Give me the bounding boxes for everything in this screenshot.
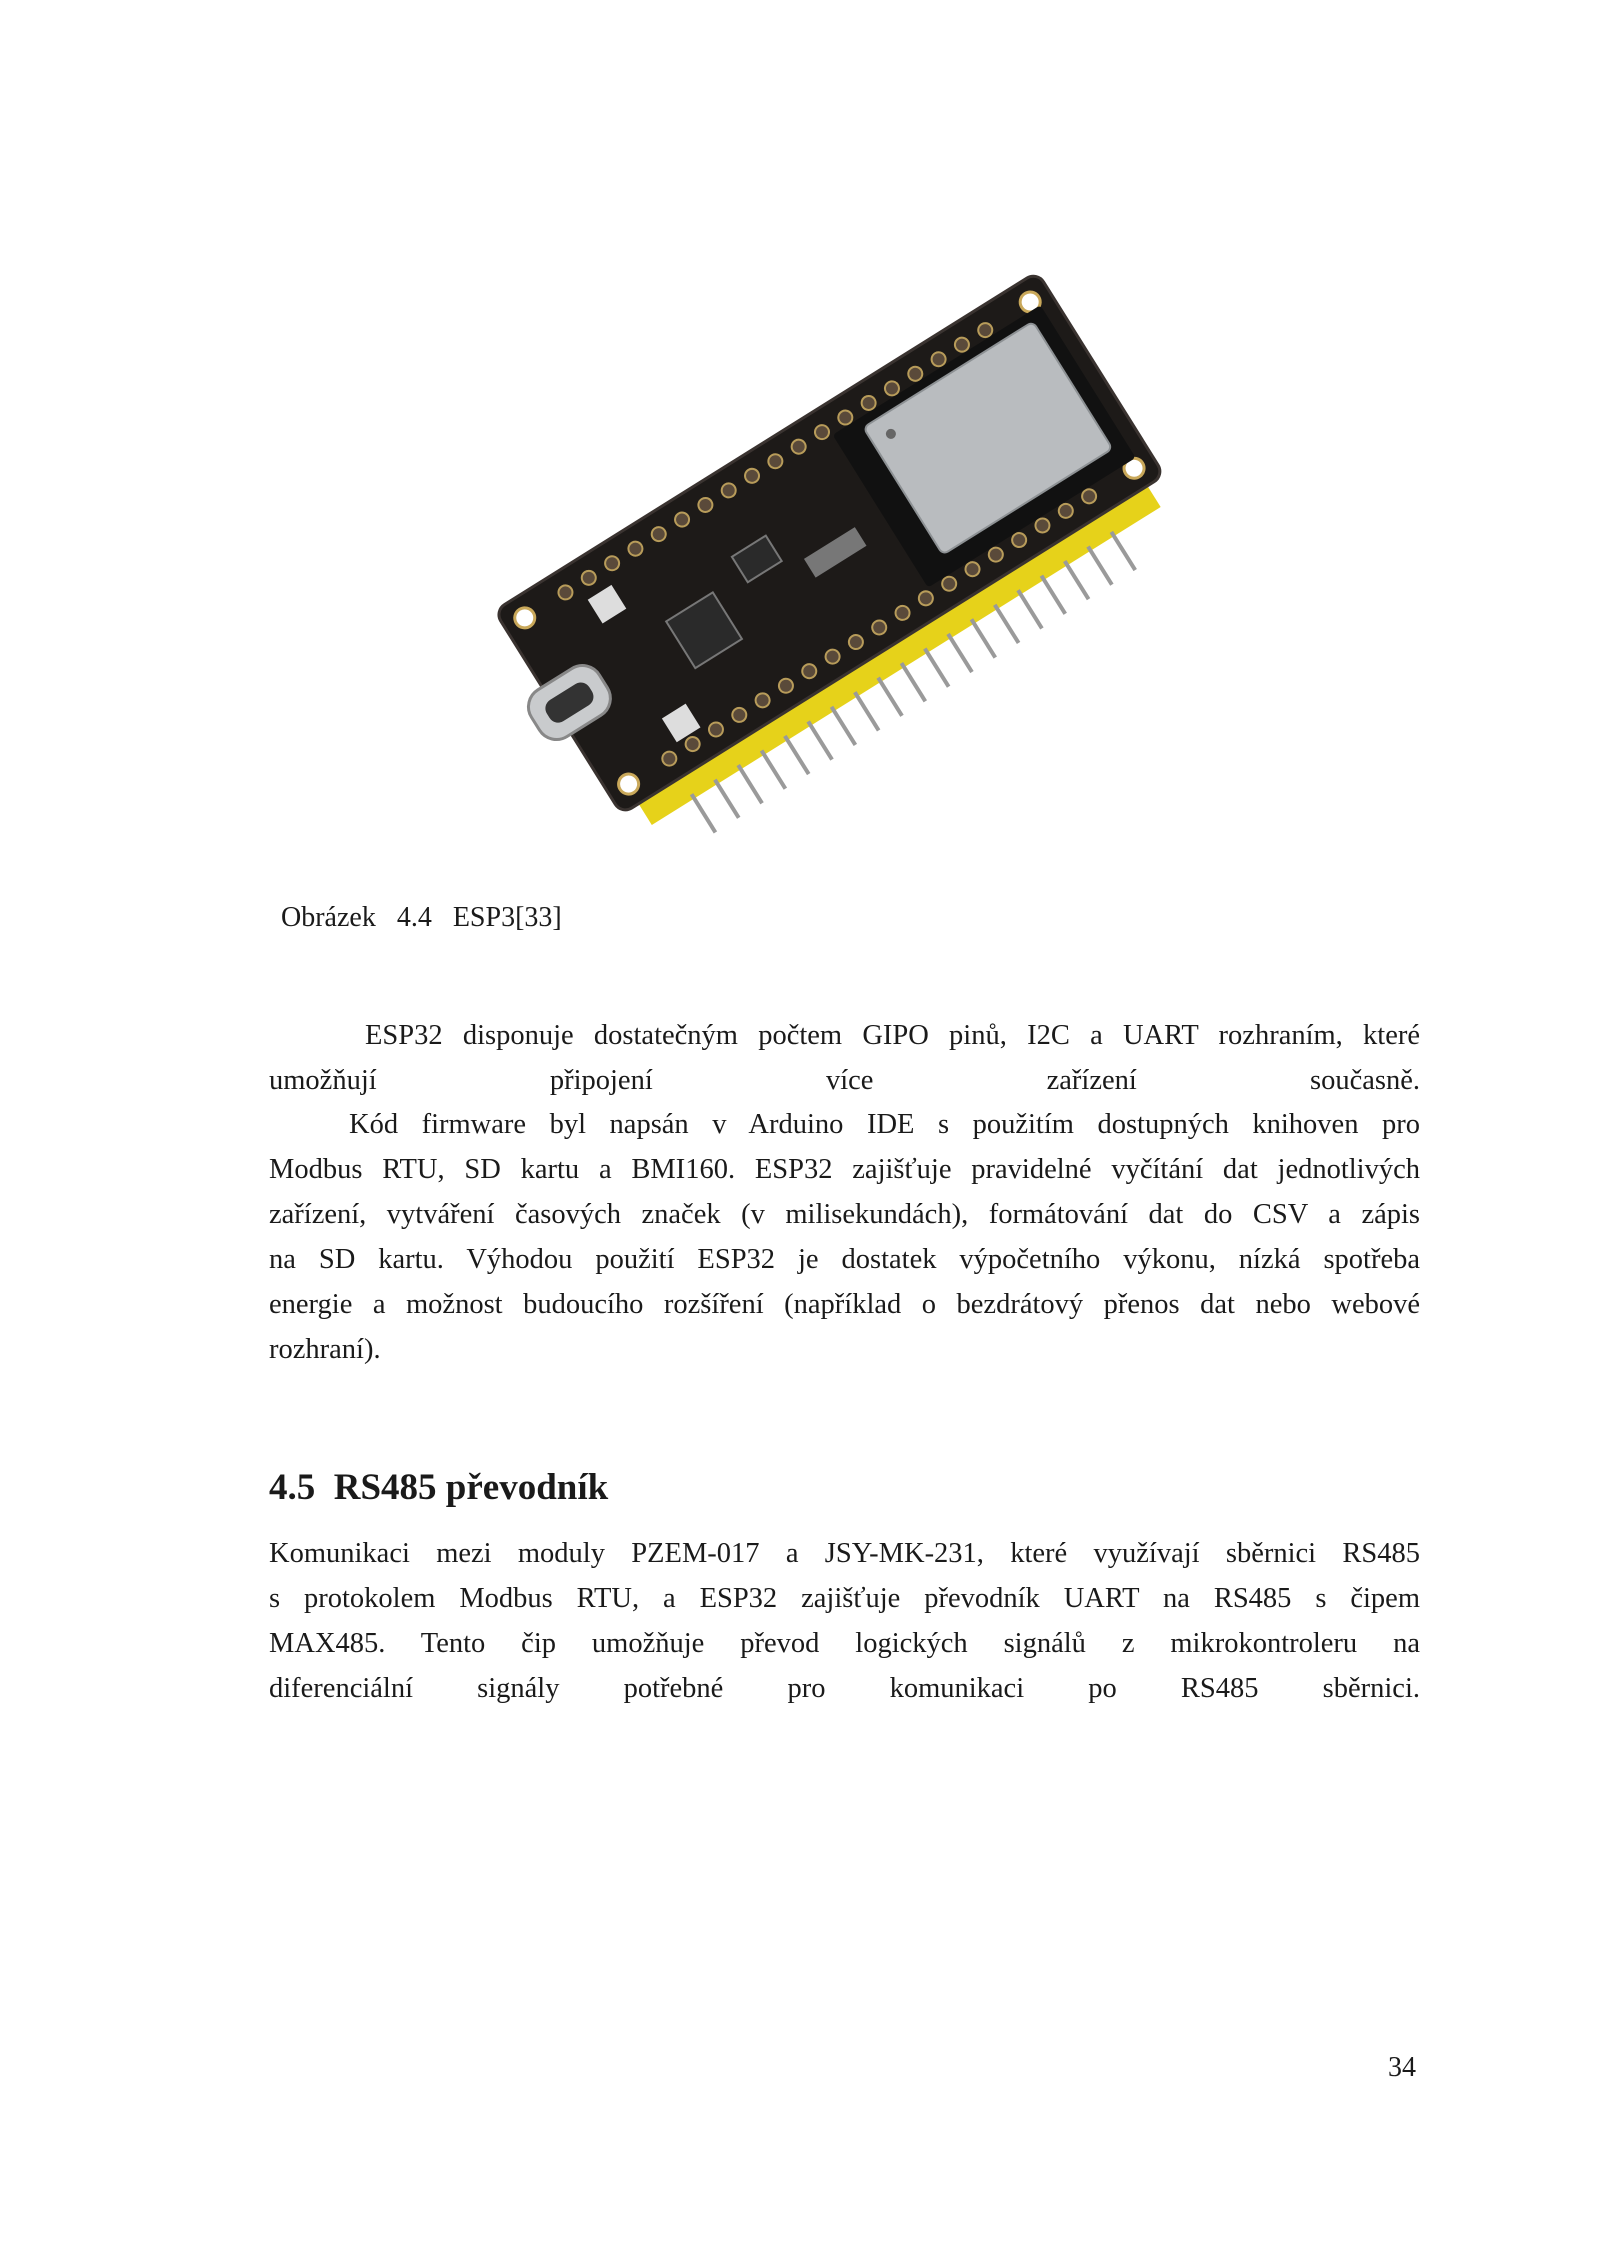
paragraph-firmware [269,1102,1420,1372]
text-line: rozhraní). [269,1334,381,1365]
text-line: umožňují připojení více zařízení současně. [269,1065,1420,1096]
figure-caption: Obrázek 4.4 ESP3[33] [281,902,562,933]
text-line: Komunikaci mezi moduly PZEM-017 a JSY-MK-231, které využívají sběrnici RS485 [269,1538,1420,1569]
text-line: zařízení, vytváření časových značek (v milisekundách), formátování dat do CSV a zápis [269,1199,1420,1230]
text-line: energie a možnost budoucího rozšíření (například o bezdrátový přenos dat nebo webové [269,1289,1420,1320]
section-heading: 4.5 RS485 převodník [269,1467,609,1508]
text-line: Modbus RTU, SD kartu a BMI160. ESP32 zajišťuje pravidelné vyčítání dat jednotlivých [269,1154,1420,1185]
text-line: s protokolem Modbus RTU, a ESP32 zajišťuje převodník UART na RS485 s čipem [269,1583,1420,1614]
page-number: 34 [1388,2052,1416,2083]
text-line: diferenciální signály potřebné pro komunikaci po RS485 sběrnici. [269,1673,1420,1704]
text-line: ESP32 disponuje dostatečným počtem GIPO pinů, I2C a UART rozhraním, které [365,1020,1420,1051]
text-line: MAX485. Tento čip umožňuje převod logických signálů z mikrokontroleru na [269,1628,1420,1659]
paragraph-esp32-pins [269,1013,1420,1103]
paragraph-rs485 [269,1531,1420,1711]
esp32-board-image [470,270,1210,850]
text-line: na SD kartu. Výhodou použití ESP32 je dostatek výpočetního výkonu, nízká spotřeba [269,1244,1420,1275]
text-line: Kód firmware byl napsán v Arduino IDE s použitím dostupných knihoven pro [349,1109,1420,1140]
